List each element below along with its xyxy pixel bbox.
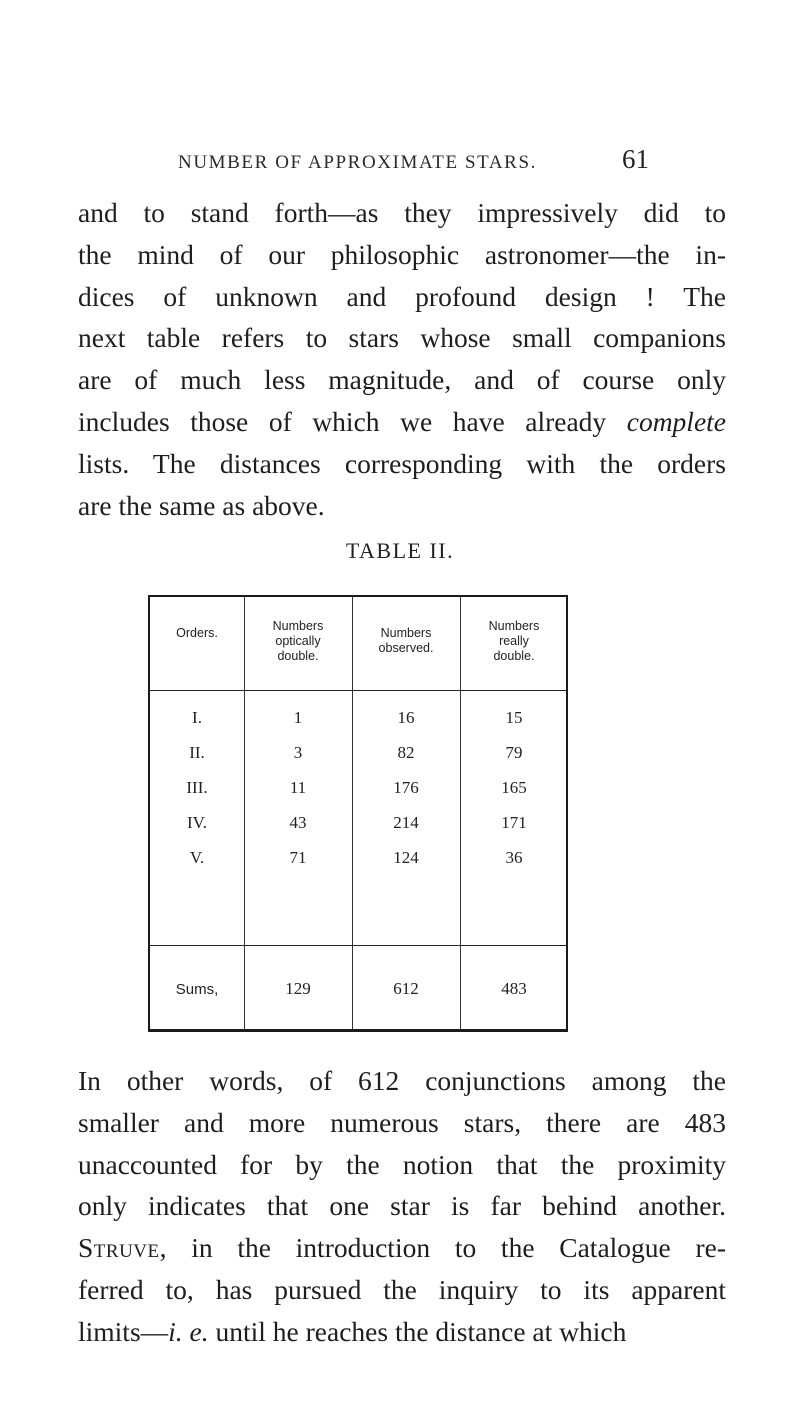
header-observed	[352, 626, 460, 656]
sums-label: Sums,	[175, 981, 219, 998]
abbreviation-ie: i. e.	[168, 1315, 209, 1347]
cell-optically-double: 3	[293, 743, 303, 762]
text-line: unaccounted for by the notion that the proximity	[78, 1148, 726, 1180]
cell-really-double: 36	[505, 848, 523, 867]
header-line: Numbers	[488, 619, 540, 633]
text-line: smaller and more numerous stars, there are 483	[78, 1106, 726, 1138]
header-line: optically	[275, 634, 321, 648]
sum-really-double: 483	[501, 979, 527, 998]
paragraph-2	[78, 1060, 726, 1353]
header-line: Orders.	[176, 626, 218, 640]
cell-observed: 124	[393, 848, 419, 867]
header-line: double.	[493, 649, 535, 663]
row-order: V.	[189, 848, 205, 867]
cell-optically-double: 11	[289, 778, 307, 797]
cell-observed: 82	[397, 743, 415, 762]
text-line: ferred to, has pursued the inquiry to its apparent	[78, 1273, 726, 1305]
text-segment: , in the introduction to the Catalogue re-	[159, 1232, 726, 1264]
cell-observed: 214	[393, 813, 419, 832]
header-optically-double	[244, 619, 352, 664]
text-segment: includes those of which we have already	[78, 405, 627, 437]
text-line: lists. The distances corresponding with the orders	[78, 447, 726, 479]
text-segment: until he reaches the distance at which	[208, 1315, 627, 1347]
header-line: observed.	[378, 641, 434, 655]
paragraph-1	[78, 192, 726, 526]
header-line: Numbers	[380, 626, 432, 640]
author-name: Struve	[78, 1232, 160, 1264]
header-line: Numbers	[272, 619, 324, 633]
cell-optically-double: 1	[293, 708, 303, 727]
text-segment: limits—	[78, 1315, 169, 1347]
header-line: double.	[277, 649, 319, 663]
header-orders	[150, 626, 244, 641]
row-order: I.	[192, 708, 202, 727]
text-line: and to stand forth—as they impressively did to	[78, 197, 726, 228]
row-order: III.	[186, 778, 208, 797]
running-title: NUMBER OF APPROXIMATE STARS.	[178, 152, 537, 173]
text-line	[78, 1227, 726, 1269]
text-line: are of much less magnitude, and of course only	[78, 364, 726, 396]
sum-optically-double: 129	[285, 979, 311, 998]
row-order: IV.	[187, 813, 207, 832]
emphasis-complete: complete	[626, 405, 726, 437]
page-number: 61	[622, 144, 649, 174]
header-line: really	[499, 634, 529, 648]
text-line: dices of unknown and profound design ! The	[78, 280, 726, 312]
cell-really-double: 165	[501, 778, 527, 797]
text-line: next table refers to stars whose small companions	[78, 322, 726, 354]
running-head	[0, 146, 800, 178]
header-really-double	[460, 619, 568, 664]
row-order: II.	[189, 743, 205, 762]
header-rule	[150, 690, 566, 691]
cell-optically-double: 43	[289, 813, 307, 832]
cell-observed: 16	[397, 708, 415, 727]
text-line: only indicates that one star is far behind another.	[78, 1190, 726, 1222]
text-line	[78, 401, 726, 443]
cell-really-double: 171	[501, 813, 527, 832]
text-line	[78, 1311, 726, 1353]
table-caption: TABLE II.	[345, 538, 455, 563]
sums-rule	[150, 945, 566, 946]
cell-observed: 176	[393, 778, 419, 797]
sum-observed: 612	[393, 979, 419, 998]
cell-really-double: 15	[505, 708, 523, 727]
cell-optically-double: 71	[289, 848, 307, 867]
text-line: In other words, of 612 conjunctions among the	[78, 1065, 726, 1096]
data-table	[148, 595, 568, 1032]
text-line: are the same as above.	[78, 489, 325, 521]
text-line: the mind of our philosophic astronomer—the in-	[78, 238, 726, 270]
cell-really-double: 79	[505, 743, 523, 762]
